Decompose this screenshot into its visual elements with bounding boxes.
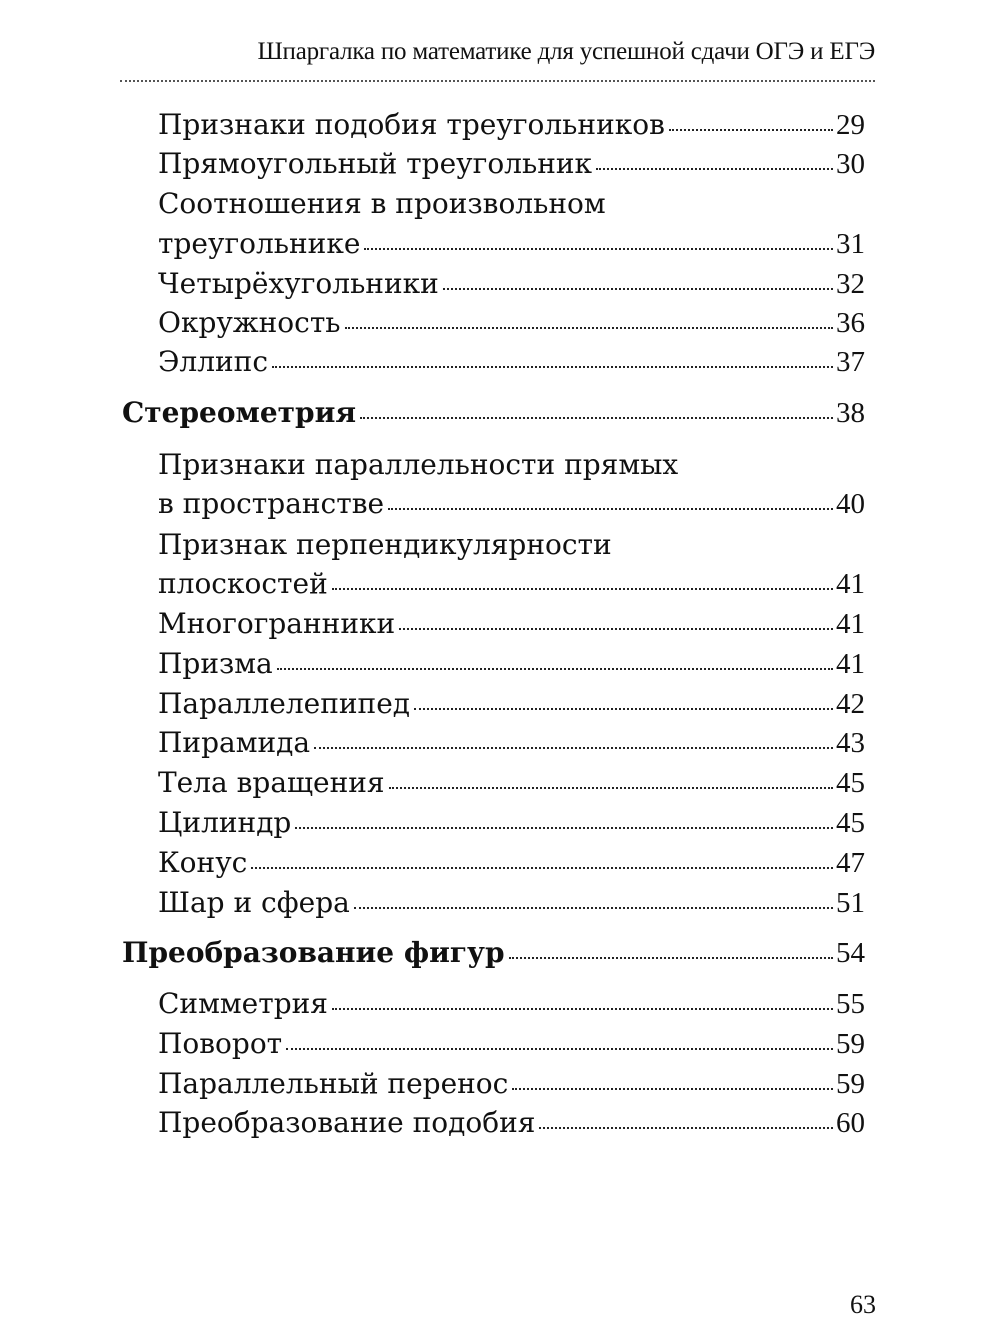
dot-leader xyxy=(389,787,833,789)
toc-entry-continued[interactable] xyxy=(158,448,865,484)
toc-entry-title: Преобразование подобия xyxy=(158,1106,536,1139)
toc-section-title: Стереометрия xyxy=(122,396,357,429)
toc-entry-title: Пирамида xyxy=(158,726,311,759)
dot-leader xyxy=(509,957,833,959)
toc-entry-title: Шар и сфера xyxy=(158,886,350,919)
toc-entry-title: Тела вращения xyxy=(158,766,385,799)
toc-entry-title: плоскостей xyxy=(158,567,328,600)
toc-entry-continued[interactable] xyxy=(158,187,865,223)
toc-entry[interactable] xyxy=(158,607,865,643)
toc-entry[interactable] xyxy=(158,147,865,183)
toc-entry-page: 32 xyxy=(836,268,865,300)
header-dotted-rule xyxy=(120,80,875,82)
dot-leader xyxy=(332,1008,833,1010)
toc-entry-title: Соотношения в произвольном xyxy=(158,187,606,220)
page-number: 63 xyxy=(850,1290,876,1319)
toc-entry-page: 41 xyxy=(836,648,865,680)
dot-leader xyxy=(539,1127,833,1129)
dot-leader xyxy=(443,288,833,290)
dot-leader xyxy=(388,508,833,510)
toc-entry-page: 37 xyxy=(836,346,865,378)
toc-entry-page: 60 xyxy=(836,1107,865,1139)
toc-entry-page: 45 xyxy=(836,807,865,839)
toc-entry[interactable] xyxy=(158,487,865,523)
toc-entry[interactable] xyxy=(158,345,865,381)
toc-entry-page: 54 xyxy=(836,937,865,969)
toc-entry-title: Призма xyxy=(158,647,273,680)
toc-entry[interactable] xyxy=(158,886,865,922)
toc-entry-title: Эллипс xyxy=(158,345,269,378)
toc-entry-page: 30 xyxy=(836,148,865,180)
toc-entry[interactable] xyxy=(158,227,865,263)
toc-entry-title: Параллельный перенос xyxy=(158,1067,509,1100)
toc-entry-continued[interactable] xyxy=(158,528,865,564)
toc-entry[interactable] xyxy=(158,647,865,683)
toc-entry-page: 45 xyxy=(836,767,865,799)
dot-leader xyxy=(669,129,833,131)
toc-entry-page: 55 xyxy=(836,988,865,1020)
toc-entry-title: Признаки подобия треугольников xyxy=(158,108,665,141)
dot-leader xyxy=(295,827,833,829)
toc-entry-title: Прямоугольный треугольник xyxy=(158,147,593,180)
toc-entry[interactable] xyxy=(158,1027,865,1063)
toc-entry[interactable] xyxy=(158,766,865,802)
dot-leader xyxy=(414,708,833,710)
dot-leader xyxy=(286,1048,833,1050)
toc-entry-title: Поворот xyxy=(158,1027,283,1060)
toc-entry-page: 36 xyxy=(836,307,865,339)
toc-entry-page: 38 xyxy=(836,397,865,429)
dot-leader xyxy=(332,588,833,590)
dot-leader xyxy=(345,327,833,329)
toc-entry[interactable] xyxy=(158,987,865,1023)
toc-entry-page: 42 xyxy=(836,688,865,720)
toc-entry[interactable] xyxy=(158,306,865,342)
toc-entry-title: в пространстве xyxy=(158,487,385,520)
dot-leader xyxy=(399,628,833,630)
toc-entry-page: 59 xyxy=(836,1028,865,1060)
toc-entry-title: Цилиндр xyxy=(158,806,292,839)
dot-leader xyxy=(314,747,833,749)
toc-entry-title: Признак перпендикулярности xyxy=(158,528,612,561)
toc-entry-title: Четырёхугольники xyxy=(158,267,439,300)
toc-entry-page: 40 xyxy=(836,488,865,520)
running-head: Шпаргалка по математике для успешной сдачи ОГЭ и ЕГЭ xyxy=(257,38,875,65)
toc-entry-page: 41 xyxy=(836,568,865,600)
toc-entry[interactable] xyxy=(158,267,865,303)
toc-entry[interactable] xyxy=(158,108,865,144)
toc-entry[interactable] xyxy=(158,806,865,842)
toc-section-entry[interactable] xyxy=(122,396,865,432)
toc-entry-title: Многогранники xyxy=(158,607,396,640)
dot-leader xyxy=(277,668,833,670)
toc-entry[interactable] xyxy=(158,726,865,762)
toc-entry-page: 29 xyxy=(836,109,865,141)
toc-section-entry[interactable] xyxy=(122,936,865,972)
dot-leader xyxy=(512,1088,833,1090)
dot-leader xyxy=(360,417,833,419)
toc-entry-title: Параллелепипед xyxy=(158,687,411,720)
toc-entry[interactable] xyxy=(158,1067,865,1103)
toc-entry[interactable] xyxy=(158,687,865,723)
toc-entry-title: Конус xyxy=(158,846,248,879)
dot-leader xyxy=(251,867,833,869)
toc-entry-page: 47 xyxy=(836,847,865,879)
toc-entry-title: Признаки параллельности прямых xyxy=(158,448,679,481)
dot-leader xyxy=(364,248,833,250)
dot-leader xyxy=(272,366,833,368)
dot-leader xyxy=(596,168,833,170)
toc-entry[interactable] xyxy=(158,1106,865,1142)
toc-entry[interactable] xyxy=(158,846,865,882)
toc-entry[interactable] xyxy=(158,567,865,603)
toc-entry-page: 41 xyxy=(836,608,865,640)
toc-entry-page: 31 xyxy=(836,228,865,260)
toc-entry-title: Окружность xyxy=(158,306,341,339)
toc-entry-page: 59 xyxy=(836,1068,865,1100)
toc-entry-title: Симметрия xyxy=(158,987,328,1020)
toc-entry-title: треугольнике xyxy=(158,227,361,260)
dot-leader xyxy=(354,907,833,909)
toc-entry-page: 51 xyxy=(836,887,865,919)
toc-section-title: Преобразование фигур xyxy=(122,936,505,969)
toc-entry-page: 43 xyxy=(836,727,865,759)
